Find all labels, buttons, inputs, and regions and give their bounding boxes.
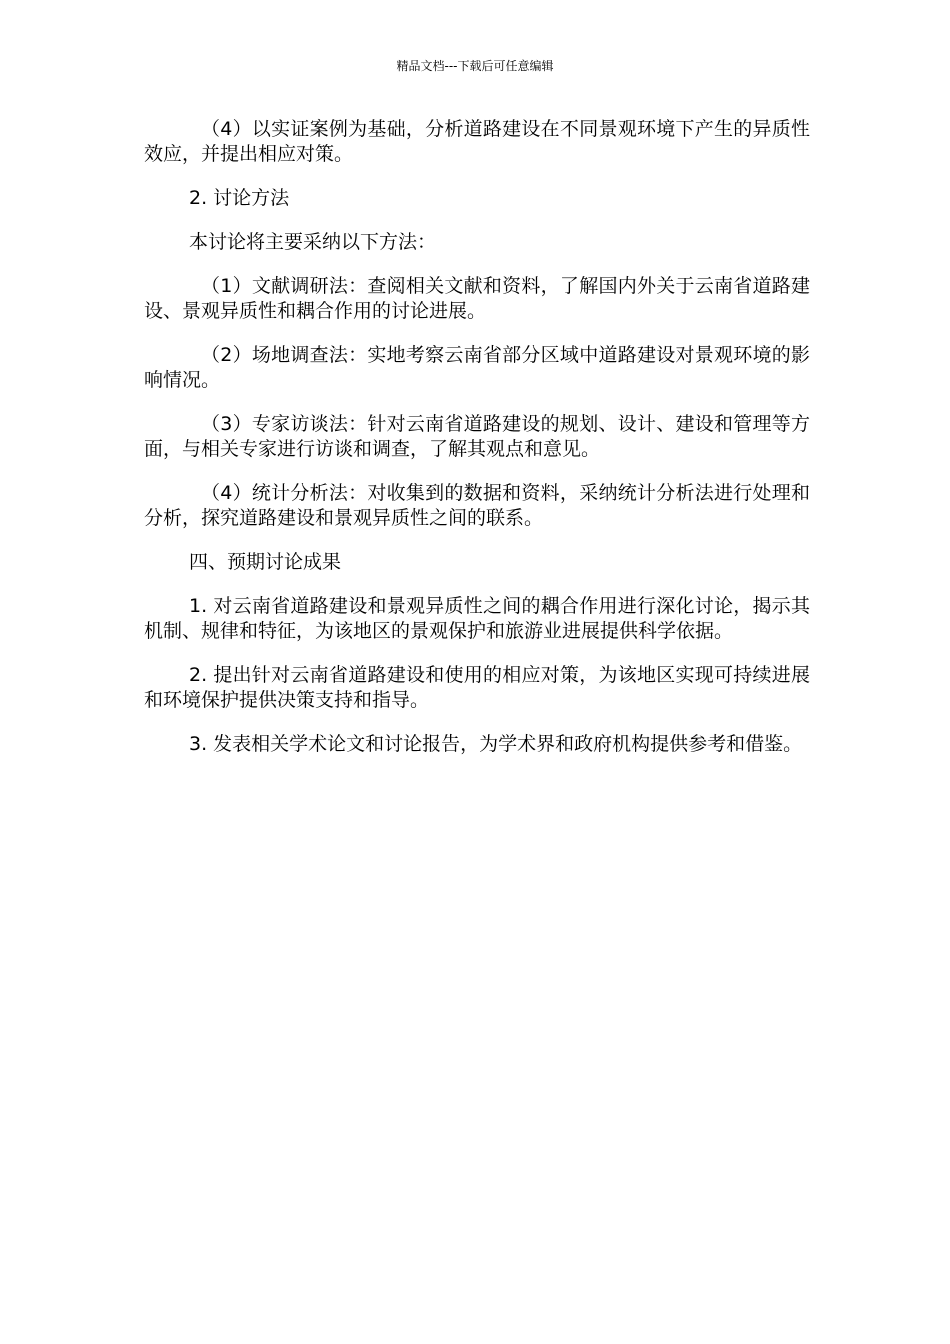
paragraph-result-1: 1. 对云南省道路建设和景观异质性之间的耦合作用进行深化讨论，揭示其机制、规律和特征，为该地区的景观保护和旅游业进展提供科学依据。: [144, 595, 810, 642]
paragraph-result-3: 3. 发表相关学术论文和讨论报告，为学术界和政府机构提供参考和借鉴。: [189, 733, 803, 755]
paragraph-methods-intro: 本讨论将主要采纳以下方法：: [189, 231, 437, 253]
section-heading-expected-results: 四、预期讨论成果: [189, 551, 342, 573]
paragraph-method-literature: （1）文献调研法：查阅相关文献和资料，了解国内外关于云南省道路建设、景观异质性和耦合作用的讨论进展。: [144, 275, 810, 322]
paragraph-objective-4: （4）以实证案例为基础，分析道路建设在不同景观环境下产生的异质性效应，并提出相应对策。: [144, 118, 810, 165]
document-body: [144, 117, 810, 776]
paragraph-method-expert-interview: （3）专家访谈法：针对云南省道路建设的规划、设计、建设和管理等方面，与相关专家进行访谈和调查，了解其观点和意见。: [144, 413, 810, 460]
paragraph-method-field-survey: （2）场地调查法：实地考察云南省部分区域中道路建设对景观环境的影响情况。: [144, 344, 810, 391]
paragraph-method-statistics: （4）统计分析法：对收集到的数据和资料，采纳统计分析法进行处理和分析，探究道路建设和景观异质性之间的联系。: [144, 482, 810, 529]
paragraph-result-2: 2. 提出针对云南省道路建设和使用的相应对策，为该地区实现可持续进展和环境保护提供决策支持和指导。: [144, 664, 810, 711]
page-header: 精品文档---下载后可任意编辑: [396, 59, 554, 73]
section-heading-methods: 2. 讨论方法: [189, 187, 290, 209]
